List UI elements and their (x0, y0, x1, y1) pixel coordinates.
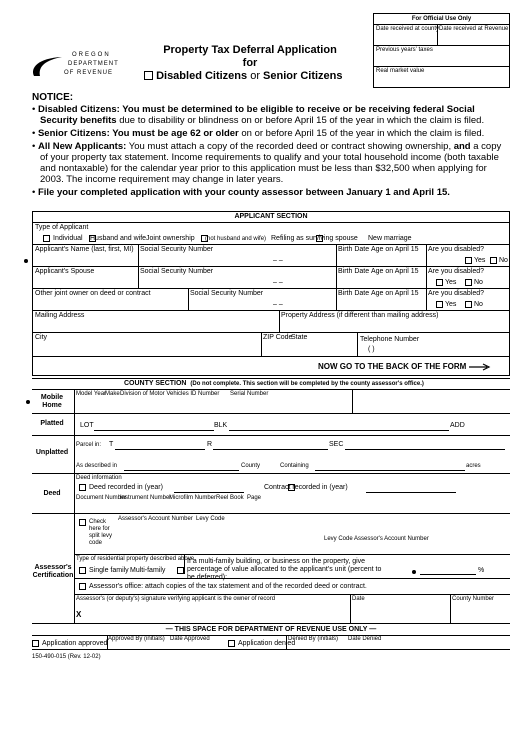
applicant-disabled-yes[interactable] (465, 257, 472, 264)
husband-wife-label: Husband and wife (90, 235, 147, 242)
notice-senior: • Senior Citizens: You must be age 62 or older on or before April 15 of the year in which the claim is filed. (32, 128, 485, 139)
notice-list (32, 104, 507, 198)
microfilm-number-label: Microfilm Number (169, 495, 217, 501)
deed-recorded-checkbox[interactable] (79, 484, 86, 491)
notice-file: • File your completed application with your county assessor between January 1 and April 15. (32, 187, 450, 198)
senior-citizens-label: Senior Citizens (263, 70, 343, 82)
applicant-disabled-q: Are you disabled? (428, 246, 485, 253)
joint-birth-label: Birth Date (338, 290, 370, 297)
yes-label: Yes (445, 279, 457, 286)
split-levy-checkbox[interactable] (79, 519, 86, 526)
applicant-name-label: Applicant's Name (last, first, MI) (35, 246, 134, 253)
levy-code-label-1: Levy Code (196, 516, 225, 522)
disabled-citizens-label: Disabled Citizens (156, 70, 248, 82)
approved-by-label: Approved By (initials) (108, 636, 165, 642)
serial-number-label: Serial Number (230, 391, 269, 397)
official-use-title: For Official Use Only (411, 16, 472, 22)
previous-taxes-field[interactable]: Previous years' taxes (376, 47, 433, 53)
applicant-ssn-label: Social Security Number (140, 246, 214, 253)
logo-line-3: OF REVENUE (64, 70, 114, 76)
spouse-ssn-label: Social Security Number (140, 268, 214, 275)
yes-label: Yes (445, 301, 457, 308)
form-title-for: for (242, 57, 258, 69)
assessor-attach-note: Assessor's office: attach copies of the tax statement and of the recorded deed or contract. (89, 583, 367, 590)
joint-ssn-label: Social Security Number (190, 290, 264, 297)
spouse-name-label: Applicant's Spouse (35, 268, 95, 275)
zip-label: ZIP Code (263, 334, 293, 341)
arrow-right-icon (469, 363, 491, 371)
acct-number-label-2: Assessor's Account Number (354, 536, 429, 542)
page-label: Page (247, 495, 262, 501)
spouse-disabled-no[interactable] (465, 279, 472, 286)
book-label: Book (230, 495, 244, 501)
document-number-label: Document Number (76, 495, 127, 501)
t-label: T (109, 441, 114, 448)
applicant-birth-label: Birth Date (338, 246, 370, 253)
model-year-label: Model Year (76, 391, 107, 397)
type-residential-label: Type of residential property described above (76, 556, 195, 562)
dmv-id-label: Division of Motor Vehicles ID Number (120, 391, 220, 397)
deed-label: Deed (43, 490, 61, 497)
spouse-age-label: Age on April 15 (371, 268, 419, 275)
joint-ssn-dash[interactable]: – – (273, 301, 283, 308)
assessor-attach-checkbox[interactable] (79, 583, 86, 590)
applicant-section-title: APPLICANT SECTION (234, 213, 308, 220)
state-label: State (291, 334, 308, 341)
surviving-spouse-label: Refiling as surviving spouse (271, 235, 358, 242)
form-title: Property Tax Deferral Application (163, 44, 337, 56)
property-address-label: Property Address (if different than mailing address) (281, 312, 439, 319)
joint-age-label: Age on April 15 (371, 290, 419, 297)
mailing-address-label: Mailing Address (35, 312, 85, 319)
date-approved-label: Date Approved (170, 636, 210, 642)
containing-label: Containing (280, 463, 309, 469)
platted-label: Platted (40, 420, 64, 427)
county-section-title: COUNTY SECTION (124, 380, 187, 387)
percent-label: % (478, 567, 485, 574)
applicant-disabled-no[interactable] (490, 257, 497, 264)
dor-row (32, 635, 510, 649)
new-marriage-label: New marriage (368, 235, 412, 242)
multi-family-note: If a multi-family building, or business on the property, give percentage of value allocated to the applicant's unit (percent to be deferred): (187, 558, 382, 581)
application-approved-checkbox[interactable] (32, 640, 39, 647)
contract-recorded-label: Contract recorded in (year) (264, 484, 348, 491)
multi-family-label: Multi-family (130, 567, 166, 574)
county-number-label: County Number (452, 596, 495, 602)
individual-checkbox[interactable] (43, 235, 50, 242)
type-of-applicant-label: Type of Applicant (35, 224, 89, 231)
date-received-revenue[interactable]: Date received at Revenue (439, 26, 509, 32)
parcel-in-label: Parcel in: (76, 442, 102, 448)
spouse-disabled-yes[interactable] (436, 279, 443, 286)
assessor-certification-label: Assessor's Certification (32, 564, 74, 579)
logo-line-1: OREGON (72, 52, 111, 58)
joint-ownership-label: Joint ownership (146, 235, 195, 242)
county-label: County (241, 463, 261, 469)
applicant-age-label: Age on April 15 (371, 246, 419, 253)
telephone-label: Telephone Number (360, 336, 420, 343)
yes-label: Yes (474, 257, 486, 264)
application-denied-label: Application denied (238, 640, 296, 647)
date-received-county[interactable]: Date received at county (376, 26, 440, 32)
sec-label: SEC (329, 441, 344, 448)
county-section-subtitle: (Do not complete. This section will be completed by the county assessor's office.) (190, 381, 424, 387)
spouse-ssn-dash[interactable]: – – (273, 279, 283, 286)
blk-label: BLK (214, 422, 228, 429)
single-family-checkbox[interactable] (79, 567, 86, 574)
or-label: or (250, 70, 260, 82)
joint-disabled-q: Are you disabled? (428, 290, 485, 297)
notice-new-applicants: • All New Applicants: You must attach a copy of the recorded deed or contract showing ownership, and a copy of your property tax statement. Income requirements to qualify and your total household income (both taxable and nontaxable) for the calendar year prior to this application must be less than $32,500 when applying for 2003. The income requirement may change in later years. (32, 141, 502, 185)
described-in-label: As described in (76, 463, 118, 469)
no-label: No (499, 257, 508, 264)
date-denied-label: Date Denied (348, 636, 382, 642)
deed-recorded-label: Deed recorded in (year) (89, 484, 163, 491)
logo-swoosh-icon (28, 54, 68, 80)
city-label: City (35, 334, 48, 341)
joint-owner-label: Other joint owner on deed or contract (35, 290, 151, 297)
joint-ownership-note: (not husband and wife) (205, 236, 267, 242)
notice-disabled: • Disabled Citizens: You must be determined to be eligible to receive or be receiving federal Social Security benefits due to disability or blindness on or before April 15 of the year in which the claim is filed. (32, 104, 485, 126)
no-label: No (474, 279, 483, 286)
multi-family-checkbox[interactable] (177, 567, 184, 574)
dor-use-only-title: — THIS SPACE FOR DEPARTMENT OF REVENUE USE ONLY — (165, 626, 377, 633)
official-use-box (373, 13, 510, 88)
levy-code-label-2: Levy Code (324, 536, 353, 542)
application-denied-checkbox[interactable] (228, 640, 235, 647)
back-of-form-note: NOW GO TO THE BACK OF THE FORM (318, 362, 491, 371)
telephone-paren[interactable]: ( ) (368, 346, 375, 353)
make-label: Make (105, 391, 120, 397)
assessor-signature-label: Assessor's (or deputy's) signature verifying applicant is the owner of record (76, 596, 276, 602)
date-label: Date (352, 596, 365, 602)
application-approved-label: Application approved (42, 640, 108, 647)
unplatted-label: Unplatted (35, 449, 69, 456)
deed-information-label: Deed information (76, 475, 122, 481)
applicant-section (32, 211, 510, 376)
mobile-home-label: Mobile Home (40, 394, 64, 409)
r-label: R (207, 441, 213, 448)
reel-label: Reel (216, 495, 229, 501)
joint-disabled-no[interactable] (465, 301, 472, 308)
acres-label: acres (466, 463, 481, 469)
joint-disabled-yes[interactable] (436, 301, 443, 308)
logo-line-2: DEPARTMENT (68, 61, 119, 67)
single-family-label: Single family (89, 567, 129, 574)
form-number: 150-490-015 (Rev. 12-02) (32, 654, 101, 660)
add-label: ADD (450, 422, 465, 429)
applicant-kind-row (144, 70, 343, 82)
disabled-citizens-checkbox[interactable] (144, 71, 153, 80)
spouse-birth-label: Birth Date (338, 268, 370, 275)
spouse-disabled-q: Are you disabled? (428, 268, 485, 275)
oregon-dor-logo (28, 50, 128, 84)
applicant-ssn-dash[interactable]: – – (273, 257, 283, 264)
acct-number-label-1: Assessor's Account Number (118, 516, 193, 522)
signature-x[interactable]: X (76, 610, 82, 619)
county-section-title-row (124, 380, 424, 388)
individual-label: Individual (53, 235, 83, 242)
split-levy-label: Check here for split levy code (89, 519, 113, 546)
no-label: No (474, 301, 483, 308)
notice-heading: NOTICE: (32, 92, 74, 103)
real-market-value-field[interactable]: Real market value (376, 68, 425, 74)
instrument-number-label: Instrument Number (120, 495, 172, 501)
lot-label: LOT (80, 422, 94, 429)
denied-by-label: Denied By (initials) (288, 636, 339, 642)
county-section (32, 378, 510, 625)
